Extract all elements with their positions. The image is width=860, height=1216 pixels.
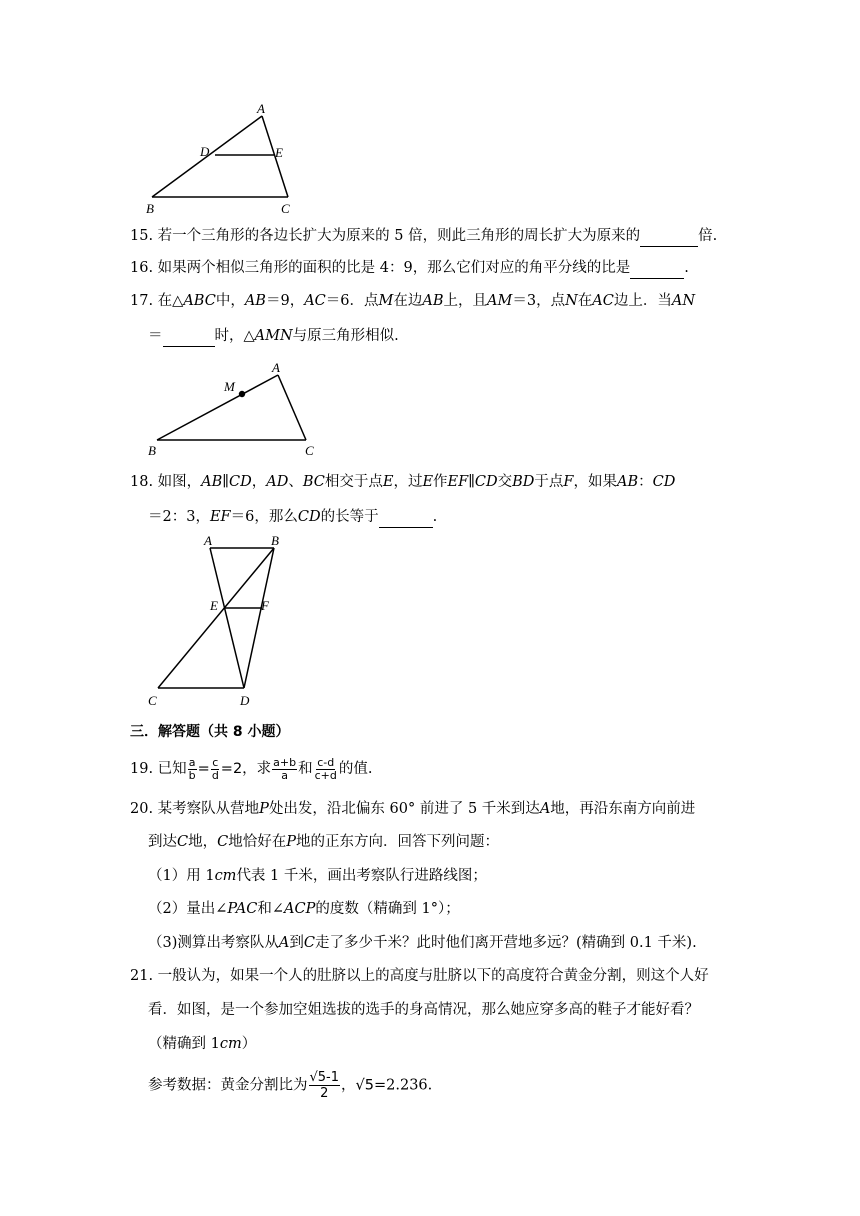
label-a: A [257,101,265,116]
fraction-a-b: $\frac{a}{b}$ [188,755,196,782]
label-d: D [200,144,210,159]
fraction-a-plus-b-over-a: $\frac{a+b}{a}$ [273,755,297,782]
point-m [239,391,245,397]
answer-blank[interactable] [630,258,684,279]
question-21-line-2: 看．如图，是一个参加空姐选拔的选手的身高情况，那么她应穿多高的鞋子才能好看？ [148,1002,699,1018]
label-e: E [275,145,283,160]
answer-blank[interactable] [379,507,433,528]
question-number: 19. [130,761,154,777]
question-21-line-3: （精确到 1cm） [148,1036,257,1052]
figure-triangle-m [140,358,330,458]
question-17-line-2: ＝ 时，△AMN与原三角形相似. [148,326,399,347]
question-19: 19. 已知 $\frac{a}{b}$ = $\frac{c}{d}$ =2，求 $\frac{a+b}{a}$ 和 $\frac{c-d}{c+d}$ 的值. [130,755,373,782]
label-d: D [240,693,250,708]
question-number: 21. [130,968,154,984]
sqrt-5: √5 [355,1077,374,1094]
question-20-part-3: （3)测算出考察队从A到C走了多少千米？此时他们离开营地多远？(精确到 0.1 千米). [148,935,697,951]
label-c: C [281,201,290,216]
label-a: A [272,360,280,375]
answer-blank[interactable] [163,326,215,347]
label-e: E [210,598,218,613]
question-18-line-2: ＝2：3，EF＝6，那么CD的长等于 . [148,507,437,528]
question-number: 18. [130,474,154,490]
label-c: C [305,443,314,458]
section-heading: 三．解答题（共 8 小题） [130,724,290,740]
figure-parallel-lines [140,530,300,712]
question-21-reference-data: 参考数据：黄金分割比为 $\frac{√5-1}{2}$ ，√5=2.236. [148,1070,433,1101]
label-c: C [148,693,157,708]
label-a: A [204,533,212,548]
question-20-line-1: 20. 某考察队从营地P处出发，沿北偏东 60° 前进了 5 千米到达A地，再沿东南方向前进 [130,801,696,817]
question-21-line-1: 21. 一般认为，如果一个人的肚脐以上的高度与肚脐以下的高度符合黄金分割，则这个人好 [130,968,709,984]
golden-ratio-fraction: $\frac{√5-1}{2}$ [309,1070,340,1101]
figure-triangle-de [140,100,300,220]
question-number: 17. [130,293,154,309]
question-number: 16. [130,260,154,276]
label-b: B [148,443,156,458]
question-15: 15. 若一个三角形的各边长扩大为原来的 5 倍，则此三角形的周长扩大为原来的 倍. [130,226,717,247]
answer-blank[interactable] [640,226,698,247]
question-number: 20. [130,801,154,817]
question-16: 16. 如果两个相似三角形的面积的比是 4：9，那么它们对应的角平分线的比是 . [130,258,689,279]
question-20-line-2: 到达C地，C地恰好在P地的正东方向．回答下列问题： [148,834,499,850]
question-20-part-2: （2）量出∠PAC和∠ACP的度数（精确到 1°）； [148,901,460,917]
question-17-line-1: 17. 在△ABC中，AB＝9，AC＝6．点M在边AB上，且AM＝3，点N在AC边上．当AN [130,293,696,309]
question-number: 15. [130,228,154,244]
question-20-part-1: （1）用 1cm代表 1 千米，画出考察队行进路线图； [148,868,487,884]
question-18-line-1: 18. 如图，AB∥CD，AD、BC相交于点E，过E作EF∥CD交BD于点F，如果AB：CD [130,474,676,490]
label-b: B [271,533,279,548]
label-b: B [146,201,154,216]
fraction-c-d: $\frac{c}{d}$ [211,755,219,782]
label-m: M [224,379,235,394]
label-f: F [261,598,269,613]
fraction-c-minus-d-over-c-plus-d: $\frac{c-d}{c+d}$ [314,755,337,782]
